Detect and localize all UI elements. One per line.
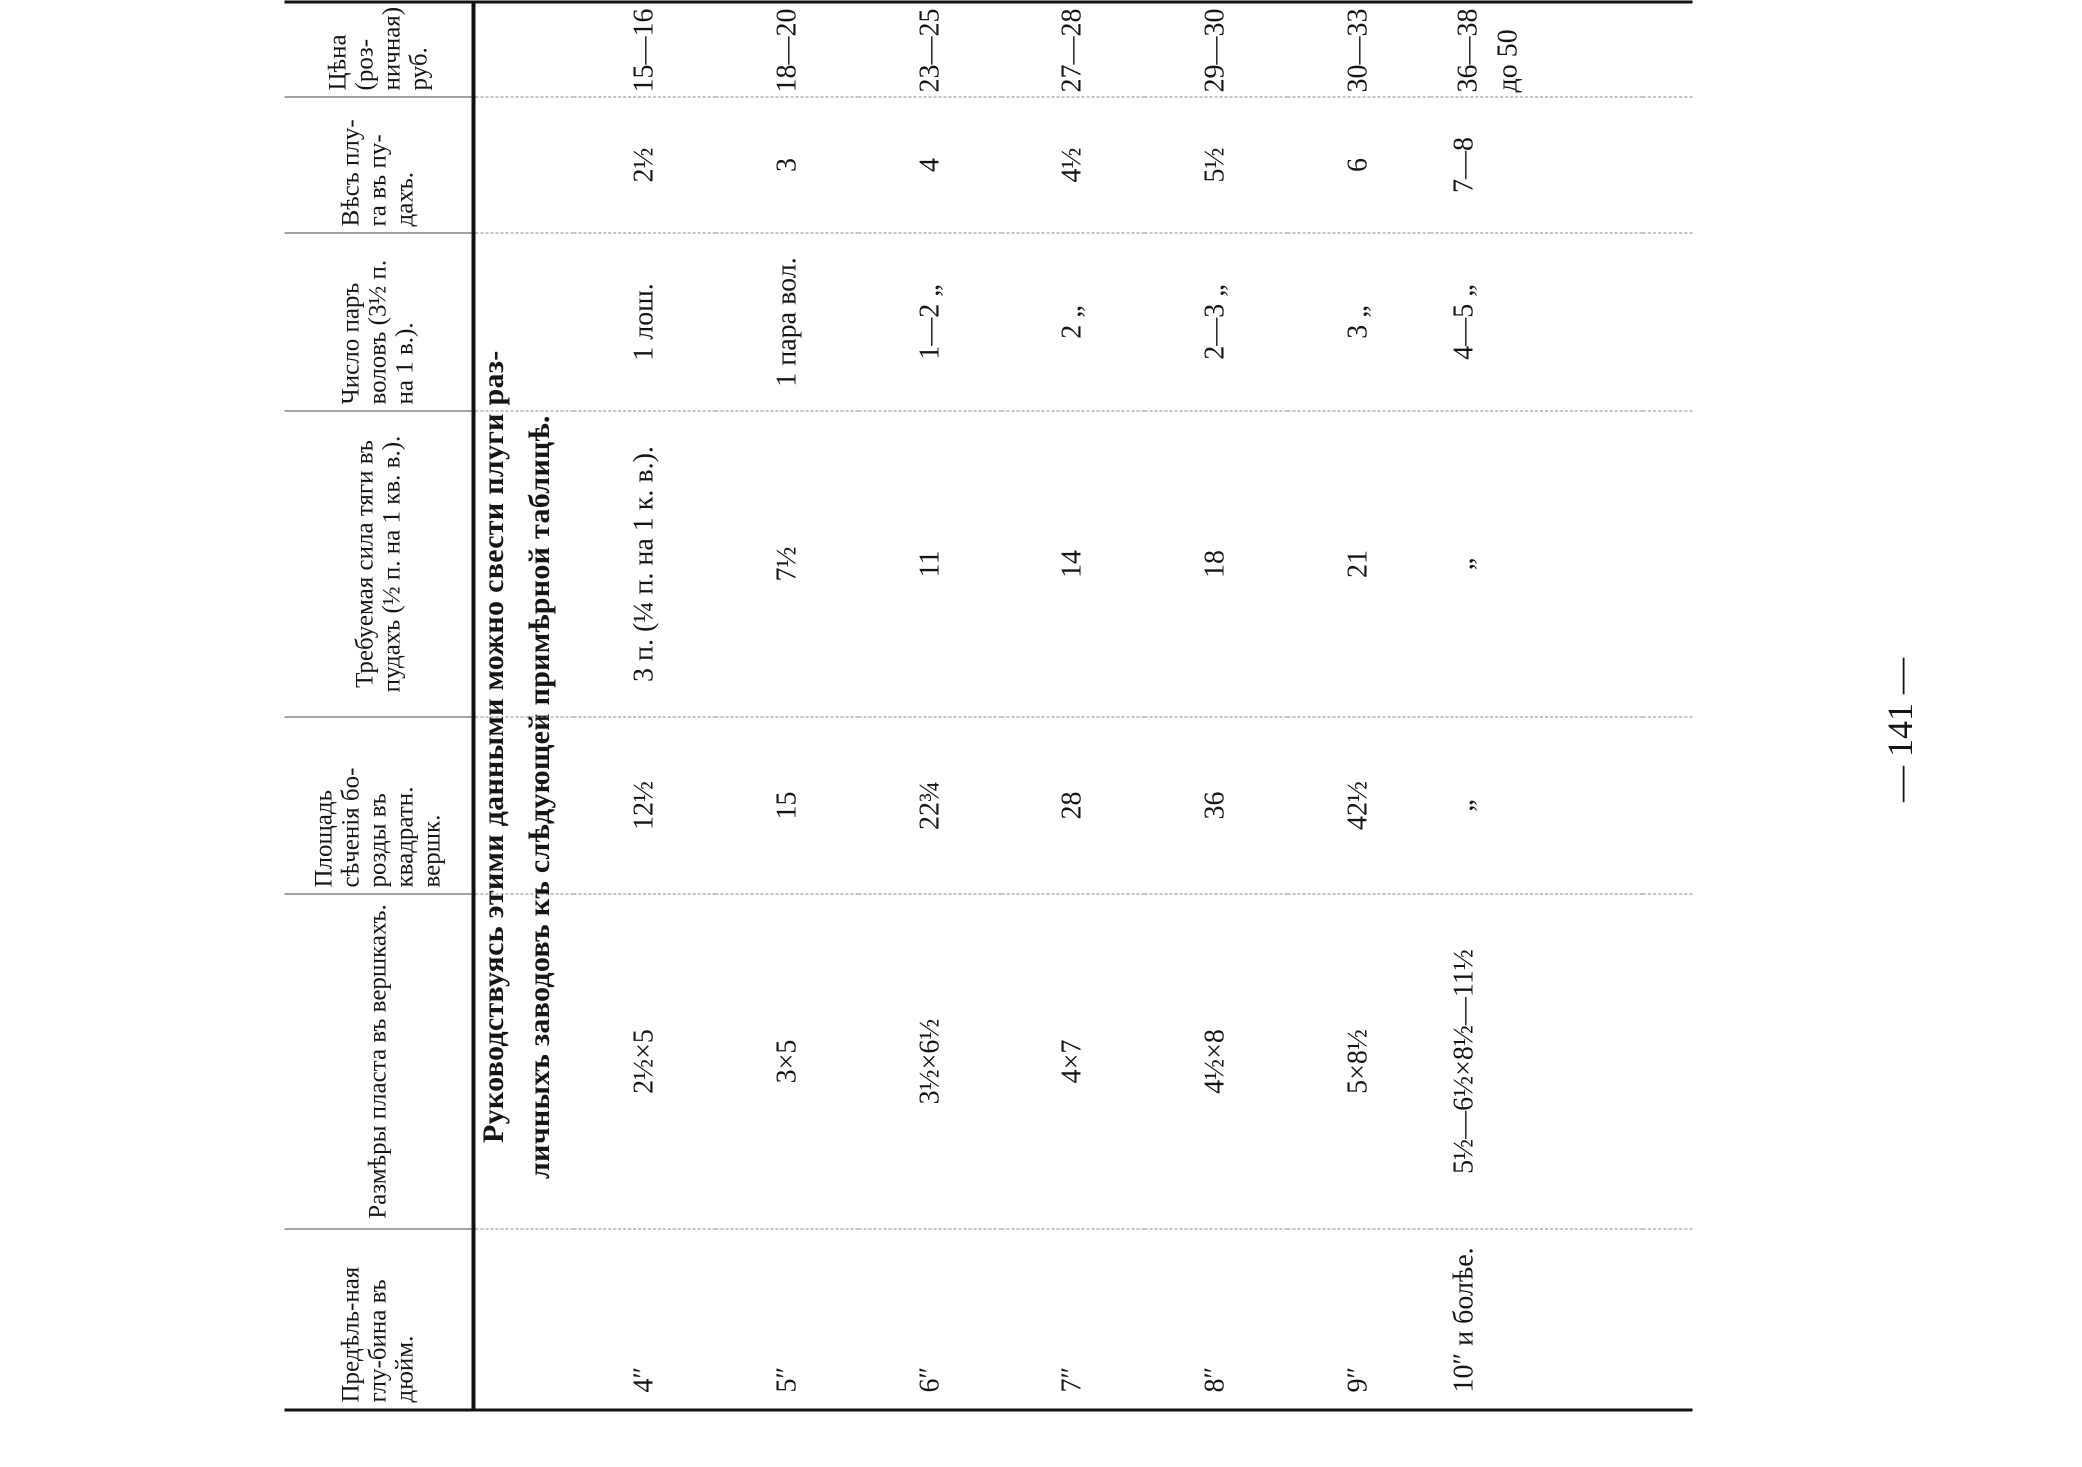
cell-plough-weight: 5½ xyxy=(1144,97,1287,233)
cell-plough-weight: 7—8 xyxy=(1430,97,1643,233)
table-row xyxy=(1430,2,1643,1410)
cell-depth: 5″ xyxy=(771,1366,803,1392)
cell-layer-size: 3½×6½ xyxy=(859,894,1002,1229)
cell-draft-force: 21 xyxy=(1287,411,1430,717)
cell-price: 15—16 xyxy=(573,2,716,97)
table-header-row xyxy=(285,2,474,1410)
cell-price: 27—28 xyxy=(1002,2,1145,97)
table-row xyxy=(1144,2,1287,1410)
page-number: — 141 — xyxy=(1880,658,1920,802)
plough-table xyxy=(285,0,1693,1411)
cell-furrow-area: „ xyxy=(1430,717,1643,894)
cell-plough-weight: 6 xyxy=(1287,97,1430,233)
header-plough-weight: Вѣсъ плу-га въ пу-дахъ. xyxy=(285,97,474,233)
table-row xyxy=(1002,2,1145,1410)
header-price: Цѣна (роз-ничная) руб. xyxy=(285,2,474,97)
cell-depth: 9″ xyxy=(1342,1366,1374,1392)
cell-oxen-pairs: 3 „ xyxy=(1287,233,1430,411)
cell-furrow-area: 15 xyxy=(716,717,859,894)
cell-oxen-pairs: 1 лош. xyxy=(573,233,716,411)
table-row xyxy=(859,2,1002,1410)
cell-furrow-area: 36 xyxy=(1144,717,1287,894)
cell-furrow-area: 42½ xyxy=(1287,717,1430,894)
cell-layer-size: 2½×5 xyxy=(573,894,716,1229)
header-furrow-area: Площадь сѣченія бо-розды въ квадратн. вершк. xyxy=(285,717,474,894)
table-row xyxy=(716,2,859,1410)
cell-oxen-pairs: 1—2 „ xyxy=(859,233,1002,411)
cell-layer-size: 5×8½ xyxy=(1287,894,1430,1229)
cell-layer-size: 4×7 xyxy=(1002,894,1145,1229)
header-draft-force: Требуемая сила тяги въ пудахъ (½ п. на 1 кв. в.). xyxy=(285,411,474,717)
cell-price: 29—30 xyxy=(1144,2,1287,97)
cell-price: 23—25 xyxy=(859,2,1002,97)
cell-layer-size: 4½×8 xyxy=(1144,894,1287,1229)
cell-layer-size: 5½—6½×8½—11½ xyxy=(1430,894,1643,1229)
cell-draft-force: 3 п. (¼ п. на 1 к. в.). xyxy=(573,411,716,717)
cell-price: 36—38 до 50 xyxy=(1430,2,1643,97)
cell-depth: 8″ xyxy=(1199,1366,1231,1392)
cell-oxen-pairs: 2 „ xyxy=(1002,233,1145,411)
cell-furrow-area: 22¾ xyxy=(859,717,1002,894)
intro-line-1: Руководствуясь этими данными можно свести плуги раз- xyxy=(477,350,510,1143)
cell-depth: 6″ xyxy=(914,1366,946,1392)
cell-draft-force: 18 xyxy=(1144,411,1287,717)
cell-draft-force: 7½ xyxy=(716,411,859,717)
cell-depth: 7″ xyxy=(1056,1366,1088,1392)
cell-price: 18—20 xyxy=(716,2,859,97)
header-oxen-pairs: Число паръ воловъ (3½ п. на 1 в.). xyxy=(285,233,474,411)
cell-plough-weight: 4 xyxy=(859,97,1002,233)
cell-price: 30—33 xyxy=(1287,2,1430,97)
cell-plough-weight: 3 xyxy=(716,97,859,233)
cell-plough-weight: 4½ xyxy=(1002,97,1145,233)
cell-draft-force: „ xyxy=(1430,411,1643,717)
cell-draft-force: 11 xyxy=(859,411,1002,717)
table-row xyxy=(1287,2,1430,1410)
cell-furrow-area: 12½ xyxy=(573,717,716,894)
header-layer-size: Размѣры пласта въ вершкахъ. xyxy=(285,894,474,1229)
cell-oxen-pairs: 2—3 „ xyxy=(1144,233,1287,411)
header-depth: Предѣль-ная глу-бина въ дюйм. xyxy=(285,1229,474,1410)
cell-plough-weight: 2½ xyxy=(573,97,716,233)
cell-depth: 4″ xyxy=(628,1366,660,1392)
table-row xyxy=(573,2,716,1410)
cell-oxen-pairs: 1 пара вол. xyxy=(716,233,859,411)
cell-draft-force: 14 xyxy=(1002,411,1145,717)
intro-line-2: личныхъ заводовъ къ слѣдующей примѣрной таблицѣ. xyxy=(523,415,556,1179)
table-tail-row xyxy=(1643,2,1693,1410)
cell-layer-size: 3×5 xyxy=(716,894,859,1229)
cell-depth: 10″ и болѣе. xyxy=(1448,1246,1480,1392)
cell-furrow-area: 28 xyxy=(1002,717,1145,894)
table-spacer-row xyxy=(474,2,574,1410)
cell-oxen-pairs: 4—5 „ xyxy=(1430,233,1643,411)
